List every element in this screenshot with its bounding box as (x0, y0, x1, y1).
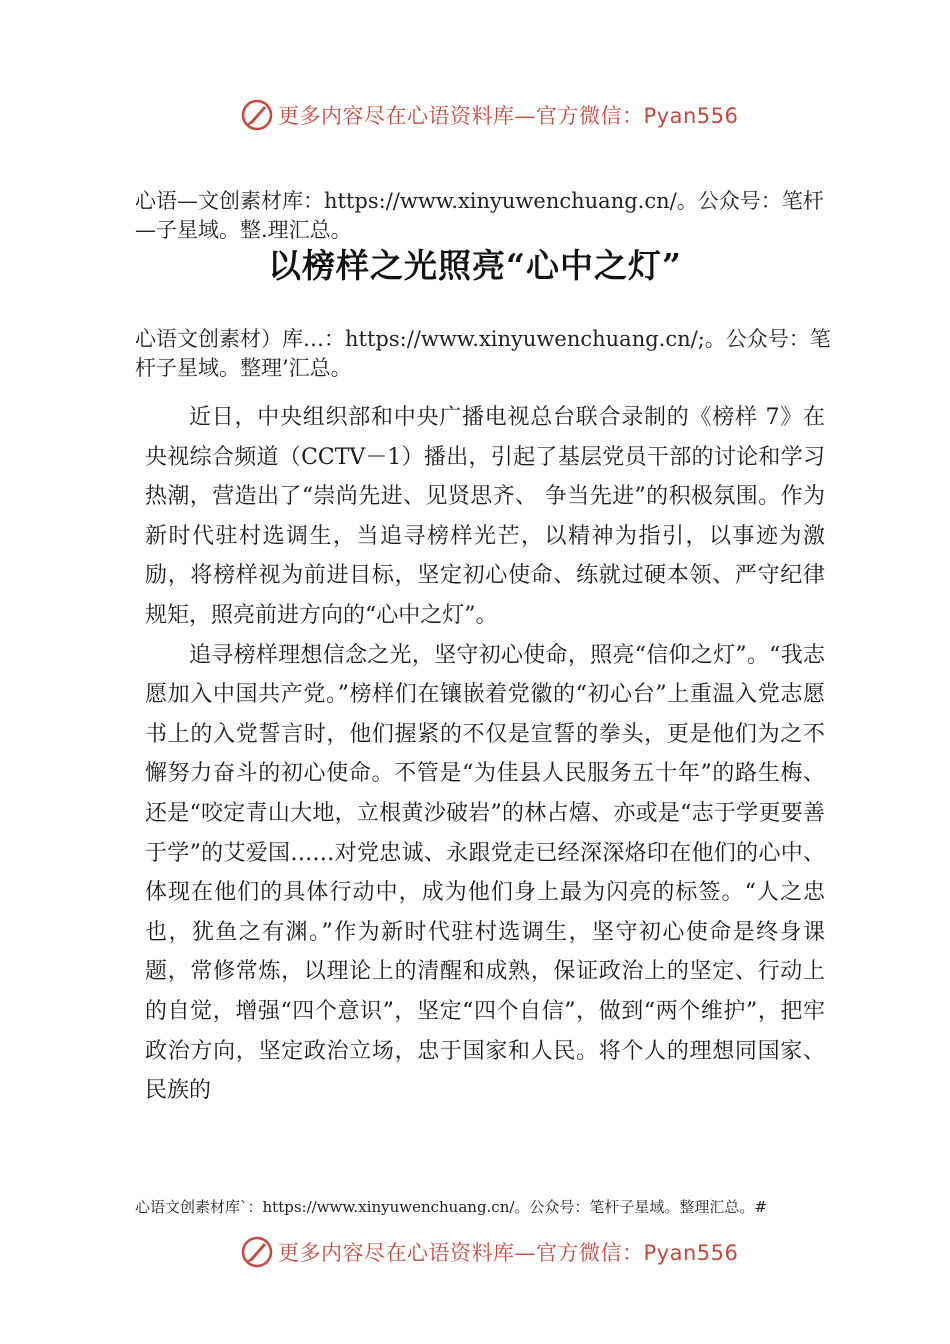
top-banner (240, 95, 760, 135)
bottom-banner (240, 1232, 760, 1272)
banner-text: 更多内容尽在心语资料库—官方微信：Pyan556 (278, 1241, 739, 1265)
banner-wechat-id: Pyan556 (643, 104, 739, 128)
quill-logo-icon (240, 1235, 274, 1269)
quill-logo-icon (240, 98, 274, 132)
banner-wechat-id: Pyan556 (643, 1241, 739, 1265)
article-body (145, 398, 825, 1111)
page-title: 以榜样之光照亮“心中之灯” (268, 246, 682, 285)
banner-text: 更多内容尽在心语资料库—官方微信：Pyan556 (278, 104, 739, 128)
header-source-note-2: 心语文创素材）库…：https://www.xinyuwenchuang.cn/;。公众号：笔杆子星域。整理’汇总。 (135, 327, 831, 380)
header-source-note: 心语—文创素材库：https://www.xinyuwenchuang.cn/。公众号：笔杆—子星域。整.理汇总。 (135, 189, 824, 242)
paragraph: 追寻榜样理想信念之光，坚守初心使命，照亮“信仰之灯”。“我志愿加入中国共产党。”榜样们在镶嵌着党徽的“初心台”上重温入党志愿书上的入党誓言时，他们握紧的不仅是宣誓的拳头，更是他们为之不懈努力奋斗的初心使命。不管是“为佳县人民服务五十年”的路生梅、还是“咬定青山大地，立根黄沙破岩”的林占熺、亦或是“志于学更要善于学”的艾爱国……对党忠诚、永跟党走已经深深烙印在他们的心中、体现在他们的具体行动中，成为他们身上最为闪亮的标签。“人之忠也，犹鱼之有渊。”作为新时代驻村选调生，坚守初心使命是终身课题，常修常炼，以理论上的清醒和成熟，保证政治上的坚定、行动上的自觉，增强“四个意识”，坚定“四个自信”，做到“两个维护”，把牢政治方向，坚定政治立场，忠于国家和人民。将个人的理想同国家、民族的 (145, 642, 825, 1104)
paragraph: 近日，中央组织部和中央广播电视总台联合录制的《榜样 7》在央视综合频道（CCTV－1）播出，引起了基层党员干部的讨论和学习热潮，营造出了“崇尚先进、见贤思齐、 争当先进”的积极氛围。作为新时代驻村选调生，当追寻榜样光芒，以精神为指引，以事迹为激励，将榜样视为前进目标，坚定初心使命、练就过硬本领、严守纪律规矩，照亮前进方向的“心中之灯”。 (145, 405, 825, 628)
footer-source-note: 心语文创素材库`：https://www.xinyuwenchuang.cn/。公众号：笔杆子星域。整理汇总。# (135, 1198, 767, 1216)
